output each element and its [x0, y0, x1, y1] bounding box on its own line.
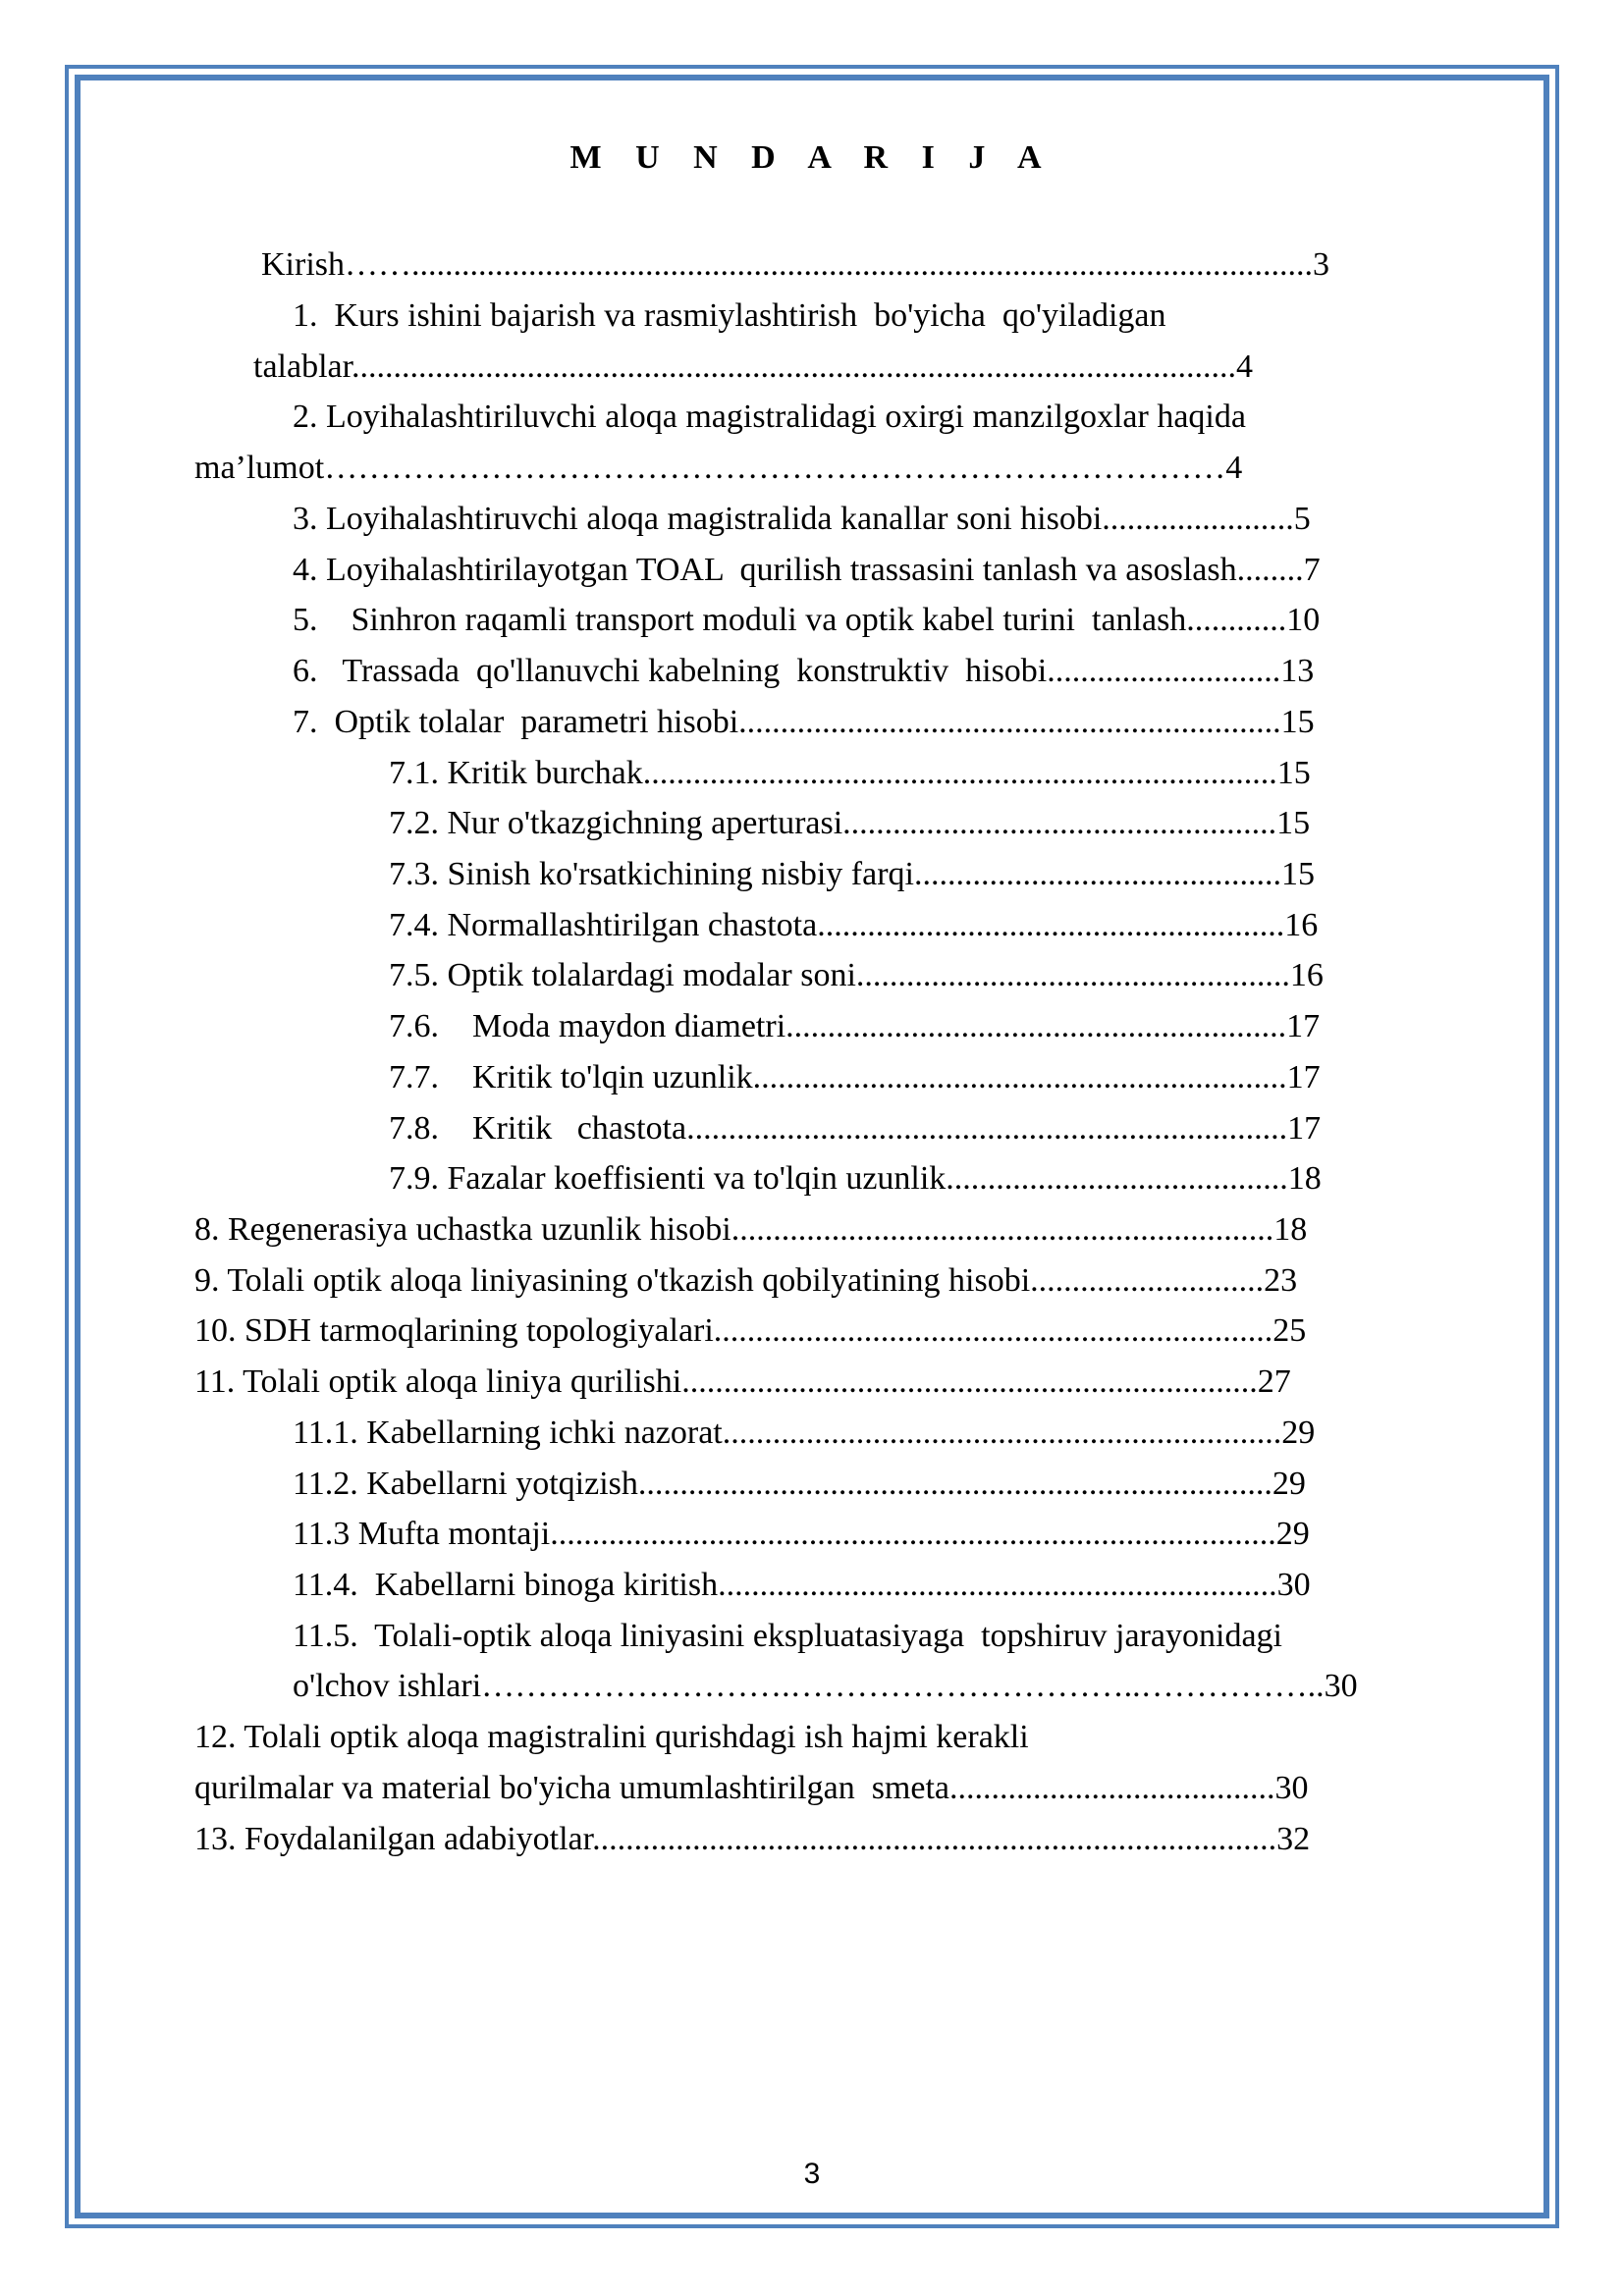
toc-entry-10: 10. SDH tarmoqlarining topologiyalari...................................................................25 — [194, 1312, 1307, 1349]
toc-entry-11-4: 11.4. Kabellarni binoga kiritish...................................................................30 — [293, 1567, 1311, 1603]
toc-entry-1: 1. Kurs ishini bajarish va rasmiylashtirish bo'yicha qo'yiladigan — [293, 297, 1166, 334]
toc-entry-kirish: Kirish……............................................................................................................3 — [261, 246, 1329, 283]
toc-entry-11-2: 11.2. Kabellarni yotqizish............................................................................29 — [293, 1466, 1306, 1502]
toc-entry-12: 12. Tolali optik aloqa magistralini qurishdagi ish hajmi kerakli — [194, 1719, 1029, 1755]
toc-entry-6: 6. Trassada qo'llanuvchi kabelning konstruktiv hisobi............................13 — [293, 653, 1315, 689]
toc-entry-13: 13. Foydalanilgan adabiyotlar..................................................................................32 — [194, 1821, 1311, 1857]
toc-entry-2-cont: ma’lumot………………………………………………………………………4 — [194, 450, 1243, 486]
toc-entry-7-3: 7.3. Sinish ko'rsatkichining nisbiy farqi............................................15 — [389, 856, 1315, 892]
toc-entry-7: 7. Optik tolalar parametri hisobi.................................................................15 — [293, 704, 1315, 740]
toc-entry-7-2: 7.2. Nur o'tkazgichning aperturasi....................................................15 — [389, 805, 1311, 841]
toc-entry-7-1: 7.1. Kritik burchak............................................................................15 — [389, 755, 1311, 791]
toc-entry-11-1: 11.1. Kabellarning ichki nazorat...................................................................29 — [293, 1415, 1316, 1451]
toc-entry-4: 4. Loyihalashtirilayotgan TOAL qurilish trassasini tanlash va asoslash........7 — [293, 552, 1321, 588]
toc-entry-7-4: 7.4. Normallashtirilgan chastota........................................................16 — [389, 907, 1319, 943]
page-number: 3 — [803, 2158, 821, 2190]
toc-entry-11-5-cont: o'lchov ishlari……………………….…………………………..……………..30 — [293, 1668, 1358, 1704]
toc-entry-8: 8. Regenerasiya uchastka uzunlik hisobi.................................................................18 — [194, 1211, 1308, 1248]
toc-entry-9: 9. Tolali optik aloqa liniyasining o'tkazish qobilyatining hisobi............................23 — [194, 1262, 1298, 1299]
toc-entry-11: 11. Tolali optik aloqa liniya qurilishi.....................................................................27 — [194, 1363, 1291, 1400]
toc-entry-7-8: 7.8. Kritik chastota........................................................................17 — [389, 1110, 1322, 1147]
toc-entry-7-6: 7.6. Moda maydon diametri............................................................17 — [389, 1008, 1321, 1044]
toc-entry-7-7: 7.7. Kritik to'lqin uzunlik................................................................17 — [389, 1059, 1321, 1095]
toc-entry-11-5: 11.5. Tolali-optik aloqa liniyasini ekspluatasiyaga topshiruv jarayonidagi — [293, 1618, 1282, 1654]
toc-entry-12-cont: qurilmalar va material bo'yicha umumlashtirilgan smeta.......................................30 — [194, 1770, 1309, 1806]
toc-entry-1-cont: talablar..........................................................................................................4 — [253, 348, 1254, 385]
toc-entry-2: 2. Loyihalashtiriluvchi aloqa magistralidagi oxirgi manzilgoxlar haqida — [293, 399, 1246, 435]
toc-entry-7-9: 7.9. Fazalar koeffisienti va to'lqin uzunlik.........................................18 — [389, 1160, 1322, 1197]
toc-entry-3: 3. Loyihalashtiruvchi aloqa magistralida kanallar soni hisobi.......................5 — [293, 501, 1311, 537]
page-title: M U N D A R I J A — [569, 139, 1055, 176]
toc-entry-7-5: 7.5. Optik tolalardagi modalar soni....................................................16 — [389, 957, 1324, 993]
toc-entry-5: 5. Sinhron raqamli transport moduli va optik kabel turini tanlash............10 — [293, 602, 1321, 638]
toc-entry-11-3: 11.3 Mufta montaji.......................................................................................29 — [293, 1516, 1310, 1552]
